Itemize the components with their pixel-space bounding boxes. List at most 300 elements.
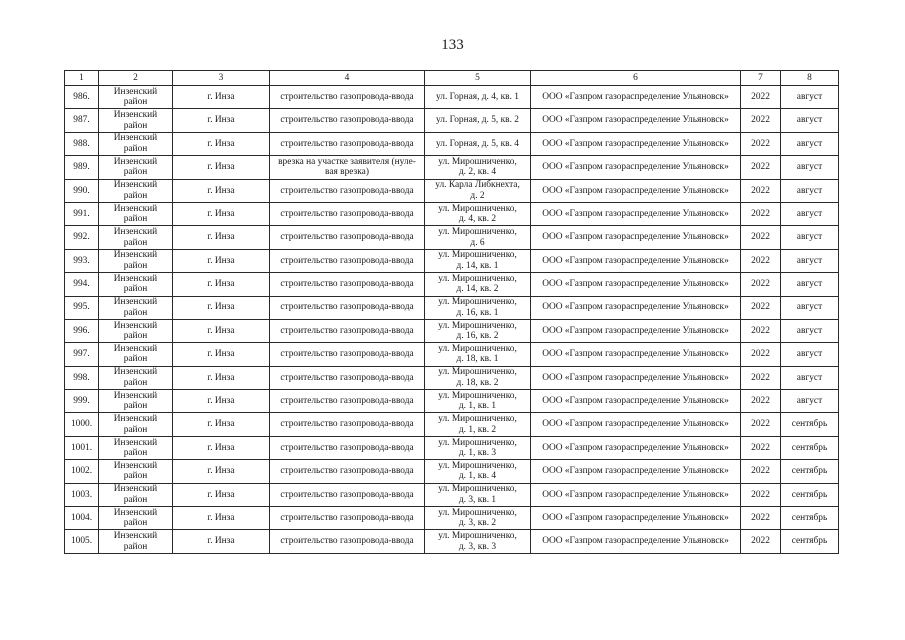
- month-cell: [781, 507, 839, 530]
- year-text: 2022: [751, 279, 770, 290]
- work-type-cell: [270, 319, 425, 342]
- year-text: 2022: [751, 325, 770, 336]
- settlement-cell: [173, 413, 270, 436]
- district-text: Инзенский район: [113, 531, 158, 552]
- organization-cell: [531, 86, 741, 109]
- month-text: август: [796, 396, 823, 407]
- row-number-cell: [65, 436, 99, 459]
- settlement-text: г. Инза: [207, 325, 235, 336]
- year-cell: [741, 343, 781, 366]
- month-text: сентябрь: [791, 466, 828, 477]
- work-type-text: строительство газопровода-ввода: [280, 255, 414, 266]
- work-type-text: строительство газопровода-ввода: [280, 419, 414, 430]
- table-row: [65, 156, 839, 179]
- year-cell: [741, 249, 781, 272]
- organization-text: ООО «Газпром газораспределение Ульяновск»: [542, 232, 729, 243]
- month-cell: [781, 86, 839, 109]
- district-text: Инзенский район: [113, 203, 158, 225]
- settlement-cell: [173, 226, 270, 249]
- row-number-cell: [65, 413, 99, 436]
- organization-text: ООО «Газпром газораспределение Ульяновск»: [542, 208, 729, 219]
- organization-text: ООО «Газпром газораспределение Ульяновск»: [542, 536, 729, 547]
- work-type-cell: [270, 226, 425, 249]
- settlement-text: г. Инза: [207, 91, 235, 102]
- district-text: Инзенский район: [113, 367, 158, 388]
- district-text: Инзенский район: [113, 250, 158, 271]
- year-text: 2022: [751, 162, 770, 173]
- row-number-text: 991.: [73, 208, 90, 219]
- settlement-cell: [173, 366, 270, 389]
- address-text: ул. Мирошниченко, д. 14, кв. 2: [438, 273, 517, 295]
- month-text: август: [796, 162, 823, 173]
- page-number: 133: [441, 37, 464, 53]
- settlement-cell: [173, 202, 270, 225]
- work-type-cell: [270, 249, 425, 272]
- settlement-cell: [173, 273, 270, 296]
- row-number-text: 995.: [73, 302, 90, 313]
- work-type-cell: [270, 530, 425, 553]
- address-cell: [425, 132, 531, 155]
- month-cell: [781, 249, 839, 272]
- month-cell: [781, 179, 839, 202]
- work-type-cell: [270, 202, 425, 225]
- year-text: 2022: [751, 349, 770, 360]
- organization-cell: [531, 179, 741, 202]
- year-cell: [741, 319, 781, 342]
- district-cell: [99, 226, 173, 249]
- table-row: [65, 249, 839, 272]
- organization-text: ООО «Газпром газораспределение Ульяновск»: [542, 512, 729, 523]
- district-cell: [99, 296, 173, 319]
- settlement-text: г. Инза: [207, 302, 235, 313]
- district-cell: [99, 202, 173, 225]
- district-text: Инзенский район: [113, 297, 158, 318]
- organization-cell: [531, 413, 741, 436]
- address-text: ул. Мирошниченко, д. 1, кв. 3: [438, 437, 517, 459]
- district-text: Инзенский район: [113, 320, 158, 342]
- row-number-text: 1003.: [70, 489, 93, 500]
- table-body: [65, 86, 839, 554]
- address-text: ул. Мирошниченко, д. 1, кв. 4: [438, 460, 517, 482]
- table-row: [65, 413, 839, 436]
- table-row: [65, 86, 839, 109]
- year-text: 2022: [751, 91, 770, 102]
- table-row: [65, 226, 839, 249]
- organization-text: ООО «Газпром газораспределение Ульяновск»: [542, 372, 729, 383]
- row-number-text: 998.: [73, 372, 90, 383]
- work-type-cell: [270, 86, 425, 109]
- district-text: Инзенский район: [113, 156, 158, 178]
- settlement-cell: [173, 156, 270, 179]
- address-cell: [425, 249, 531, 272]
- organization-cell: [531, 249, 741, 272]
- row-number-cell: [65, 483, 99, 506]
- row-number-text: 988.: [73, 138, 90, 149]
- address-cell: [425, 273, 531, 296]
- settlement-cell: [173, 179, 270, 202]
- address-cell: [425, 507, 531, 530]
- address-cell: [425, 390, 531, 413]
- year-text: 2022: [751, 208, 770, 219]
- settlement-text: г. Инза: [207, 419, 235, 430]
- registry-table: [64, 70, 839, 554]
- table-row: [65, 366, 839, 389]
- organization-text: ООО «Газпром газораспределение Ульяновск»: [542, 162, 729, 173]
- settlement-cell: [173, 530, 270, 553]
- year-text: 2022: [751, 419, 770, 430]
- settlement-cell: [173, 296, 270, 319]
- address-cell: [425, 86, 531, 109]
- organization-text: ООО «Газпром газораспределение Ульяновск»: [542, 396, 729, 407]
- year-cell: [741, 226, 781, 249]
- year-text: 2022: [751, 536, 770, 547]
- table-row: [65, 460, 839, 483]
- address-cell: [425, 156, 531, 179]
- year-text: 2022: [751, 232, 770, 243]
- row-number-cell: [65, 460, 99, 483]
- year-cell: [741, 390, 781, 413]
- settlement-cell: [173, 390, 270, 413]
- work-type-text: строительство газопровода-ввода: [280, 325, 414, 336]
- month-text: август: [796, 208, 823, 219]
- year-cell: [741, 86, 781, 109]
- address-text: ул. Мирошниченко, д. 6: [438, 227, 517, 248]
- settlement-text: г. Инза: [207, 396, 235, 407]
- row-number-cell: [65, 249, 99, 272]
- table-row: [65, 436, 839, 459]
- address-cell: [425, 296, 531, 319]
- address-cell: [425, 436, 531, 459]
- address-text: ул. Мирошниченко, д. 3, кв. 3: [438, 531, 517, 552]
- work-type-cell: [270, 366, 425, 389]
- settlement-text: г. Инза: [207, 512, 235, 523]
- organization-cell: [531, 226, 741, 249]
- work-type-text: строительство газопровода-ввода: [280, 115, 414, 126]
- year-text: 2022: [751, 302, 770, 313]
- organization-text: ООО «Газпром газораспределение Ульяновск»: [542, 466, 729, 477]
- district-text: Инзенский район: [113, 460, 158, 482]
- settlement-text: г. Инза: [207, 185, 235, 196]
- table-row: [65, 483, 839, 506]
- organization-text: ООО «Газпром газораспределение Ульяновск»: [542, 419, 729, 430]
- district-cell: [99, 530, 173, 553]
- address-text: ул. Горная, д. 5, кв. 2: [436, 115, 519, 126]
- address-text: ул. Мирошниченко, д. 3, кв. 1: [438, 484, 517, 505]
- month-text: август: [796, 255, 823, 266]
- month-cell: [781, 530, 839, 553]
- settlement-cell: [173, 343, 270, 366]
- month-text: август: [796, 279, 823, 290]
- work-type-cell: [270, 460, 425, 483]
- address-cell: [425, 319, 531, 342]
- work-type-text: строительство газопровода-ввода: [280, 512, 414, 523]
- address-cell: [425, 179, 531, 202]
- work-type-text: строительство газопровода-ввода: [280, 442, 414, 453]
- address-cell: [425, 460, 531, 483]
- work-type-cell: [270, 483, 425, 506]
- work-type-text: строительство газопровода-ввода: [280, 489, 414, 500]
- table-row: [65, 109, 839, 132]
- table-row: [65, 202, 839, 225]
- settlement-text: г. Инза: [207, 232, 235, 243]
- table-row: [65, 530, 839, 553]
- address-text: ул. Мирошниченко, д. 14, кв. 1: [438, 250, 517, 271]
- address-cell: [425, 343, 531, 366]
- district-cell: [99, 507, 173, 530]
- address-cell: [425, 366, 531, 389]
- settlement-text: г. Инза: [207, 442, 235, 453]
- year-text: 2022: [751, 185, 770, 196]
- month-text: август: [796, 349, 823, 360]
- column-header: 6: [531, 71, 741, 86]
- settlement-cell: [173, 249, 270, 272]
- settlement-cell: [173, 319, 270, 342]
- settlement-text: г. Инза: [207, 115, 235, 126]
- work-type-cell: [270, 132, 425, 155]
- work-type-text: строительство газопровода-ввода: [280, 91, 414, 102]
- header-row: [65, 71, 839, 86]
- row-number-cell: [65, 86, 99, 109]
- district-cell: [99, 343, 173, 366]
- organization-cell: [531, 132, 741, 155]
- district-text: Инзенский район: [113, 180, 158, 201]
- year-cell: [741, 179, 781, 202]
- organization-text: ООО «Газпром газораспределение Ульяновск»: [542, 325, 729, 336]
- district-cell: [99, 249, 173, 272]
- organization-text: ООО «Газпром газораспределение Ульяновск»: [542, 91, 729, 102]
- work-type-cell: [270, 390, 425, 413]
- district-cell: [99, 390, 173, 413]
- month-text: сентябрь: [791, 489, 828, 500]
- row-number-text: 990.: [73, 185, 90, 196]
- row-number-text: 987.: [73, 115, 90, 126]
- row-number-cell: [65, 179, 99, 202]
- organization-text: ООО «Газпром газораспределение Ульяновск»: [542, 185, 729, 196]
- year-text: 2022: [751, 466, 770, 477]
- settlement-cell: [173, 483, 270, 506]
- settlement-text: г. Инза: [207, 138, 235, 149]
- address-text: ул. Мирошниченко, д. 1, кв. 1: [438, 390, 517, 412]
- district-cell: [99, 366, 173, 389]
- district-text: Инзенский район: [113, 343, 158, 365]
- year-cell: [741, 460, 781, 483]
- settlement-text: г. Инза: [207, 208, 235, 219]
- organization-cell: [531, 343, 741, 366]
- district-cell: [99, 460, 173, 483]
- table-row: [65, 343, 839, 366]
- address-cell: [425, 530, 531, 553]
- district-text: Инзенский район: [113, 110, 158, 131]
- table-row: [65, 507, 839, 530]
- settlement-text: г. Инза: [207, 162, 235, 173]
- district-cell: [99, 413, 173, 436]
- row-number-cell: [65, 273, 99, 296]
- row-number-cell: [65, 390, 99, 413]
- month-cell: [781, 390, 839, 413]
- column-header: 2: [99, 71, 173, 86]
- row-number-text: 992.: [73, 232, 90, 243]
- year-cell: [741, 296, 781, 319]
- organization-cell: [531, 109, 741, 132]
- year-cell: [741, 156, 781, 179]
- year-text: 2022: [751, 396, 770, 407]
- address-cell: [425, 202, 531, 225]
- address-text: ул. Мирошниченко, д. 2, кв. 4: [438, 156, 517, 178]
- row-number-cell: [65, 296, 99, 319]
- settlement-cell: [173, 86, 270, 109]
- organization-cell: [531, 460, 741, 483]
- table-row: [65, 273, 839, 296]
- address-text: ул. Мирошниченко, д. 16, кв. 1: [438, 297, 517, 318]
- settlement-text: г. Инза: [207, 536, 235, 547]
- month-cell: [781, 296, 839, 319]
- work-type-text: строительство газопровода-ввода: [280, 208, 414, 219]
- district-cell: [99, 273, 173, 296]
- organization-cell: [531, 202, 741, 225]
- district-text: Инзенский район: [113, 507, 158, 529]
- row-number-cell: [65, 530, 99, 553]
- work-type-text: строительство газопровода-ввода: [280, 396, 414, 407]
- month-cell: [781, 460, 839, 483]
- work-type-cell: [270, 156, 425, 179]
- organization-cell: [531, 483, 741, 506]
- settlement-text: г. Инза: [207, 349, 235, 360]
- year-cell: [741, 202, 781, 225]
- month-text: август: [796, 325, 823, 336]
- year-cell: [741, 436, 781, 459]
- district-text: Инзенский район: [113, 484, 158, 505]
- month-cell: [781, 202, 839, 225]
- month-cell: [781, 226, 839, 249]
- month-text: сентябрь: [791, 512, 828, 523]
- row-number-text: 989.: [73, 162, 90, 173]
- work-type-cell: [270, 109, 425, 132]
- settlement-text: г. Инза: [207, 466, 235, 477]
- year-text: 2022: [751, 138, 770, 149]
- month-text: август: [796, 232, 823, 243]
- year-cell: [741, 483, 781, 506]
- row-number-cell: [65, 132, 99, 155]
- organization-cell: [531, 507, 741, 530]
- work-type-text: строительство газопровода-ввода: [280, 466, 414, 477]
- month-cell: [781, 156, 839, 179]
- column-header: 8: [781, 71, 839, 86]
- work-type-cell: [270, 507, 425, 530]
- row-number-text: 994.: [73, 279, 90, 290]
- organization-cell: [531, 366, 741, 389]
- column-header: 1: [65, 71, 99, 86]
- row-number-text: 1001.: [70, 442, 93, 453]
- row-number-text: 1002.: [70, 466, 93, 477]
- month-cell: [781, 273, 839, 296]
- organization-cell: [531, 530, 741, 553]
- work-type-text: врезка на участке заявителя (нуле- вая врезка): [278, 156, 416, 178]
- month-text: август: [796, 115, 823, 126]
- work-type-cell: [270, 343, 425, 366]
- year-text: 2022: [751, 512, 770, 523]
- address-cell: [425, 483, 531, 506]
- address-cell: [425, 413, 531, 436]
- row-number-text: 1000.: [70, 419, 93, 430]
- work-type-text: строительство газопровода-ввода: [280, 232, 414, 243]
- year-text: 2022: [751, 115, 770, 126]
- month-cell: [781, 483, 839, 506]
- organization-cell: [531, 273, 741, 296]
- work-type-cell: [270, 179, 425, 202]
- row-number-text: 1004.: [70, 512, 93, 523]
- work-type-cell: [270, 296, 425, 319]
- month-text: сентябрь: [791, 419, 828, 430]
- row-number-text: 1005.: [70, 536, 93, 547]
- row-number-cell: [65, 343, 99, 366]
- organization-text: ООО «Газпром газораспределение Ульяновск»: [542, 255, 729, 266]
- address-text: ул. Карла Либкнехта, д. 2: [435, 180, 520, 201]
- year-text: 2022: [751, 489, 770, 500]
- district-text: Инзенский район: [113, 133, 158, 154]
- district-cell: [99, 109, 173, 132]
- organization-cell: [531, 436, 741, 459]
- year-cell: [741, 109, 781, 132]
- district-cell: [99, 483, 173, 506]
- organization-text: ООО «Газпром газораспределение Ульяновск»: [542, 349, 729, 360]
- address-text: ул. Мирошниченко, д. 16, кв. 2: [438, 320, 517, 342]
- settlement-cell: [173, 507, 270, 530]
- address-text: ул. Горная, д. 4, кв. 1: [436, 91, 519, 102]
- work-type-text: строительство газопровода-ввода: [280, 349, 414, 360]
- year-cell: [741, 132, 781, 155]
- row-number-text: 996.: [73, 325, 90, 336]
- work-type-cell: [270, 436, 425, 459]
- row-number-text: 997.: [73, 349, 90, 360]
- month-cell: [781, 319, 839, 342]
- organization-text: ООО «Газпром газораспределение Ульяновск»: [542, 302, 729, 313]
- year-text: 2022: [751, 442, 770, 453]
- table-row: [65, 319, 839, 342]
- row-number-cell: [65, 156, 99, 179]
- address-cell: [425, 109, 531, 132]
- organization-cell: [531, 390, 741, 413]
- district-cell: [99, 319, 173, 342]
- organization-text: ООО «Газпром газораспределение Ульяновск»: [542, 442, 729, 453]
- month-cell: [781, 436, 839, 459]
- month-text: август: [796, 302, 823, 313]
- organization-text: ООО «Газпром газораспределение Ульяновск»: [542, 279, 729, 290]
- address-text: ул. Горная, д. 5, кв. 4: [436, 138, 519, 149]
- district-cell: [99, 132, 173, 155]
- settlement-cell: [173, 132, 270, 155]
- month-cell: [781, 366, 839, 389]
- year-cell: [741, 530, 781, 553]
- month-text: сентябрь: [791, 536, 828, 547]
- work-type-cell: [270, 273, 425, 296]
- district-cell: [99, 179, 173, 202]
- month-text: сентябрь: [791, 442, 828, 453]
- district-text: Инзенский район: [113, 437, 158, 459]
- table-row: [65, 132, 839, 155]
- district-text: Инзенский район: [113, 227, 158, 248]
- district-cell: [99, 436, 173, 459]
- month-text: август: [796, 185, 823, 196]
- district-cell: [99, 86, 173, 109]
- row-number-cell: [65, 319, 99, 342]
- column-header: 5: [425, 71, 531, 86]
- column-header: 3: [173, 71, 270, 86]
- district-text: Инзенский район: [113, 86, 158, 108]
- work-type-text: строительство газопровода-ввода: [280, 302, 414, 313]
- work-type-text: строительство газопровода-ввода: [280, 279, 414, 290]
- month-text: август: [796, 91, 823, 102]
- month-text: август: [796, 372, 823, 383]
